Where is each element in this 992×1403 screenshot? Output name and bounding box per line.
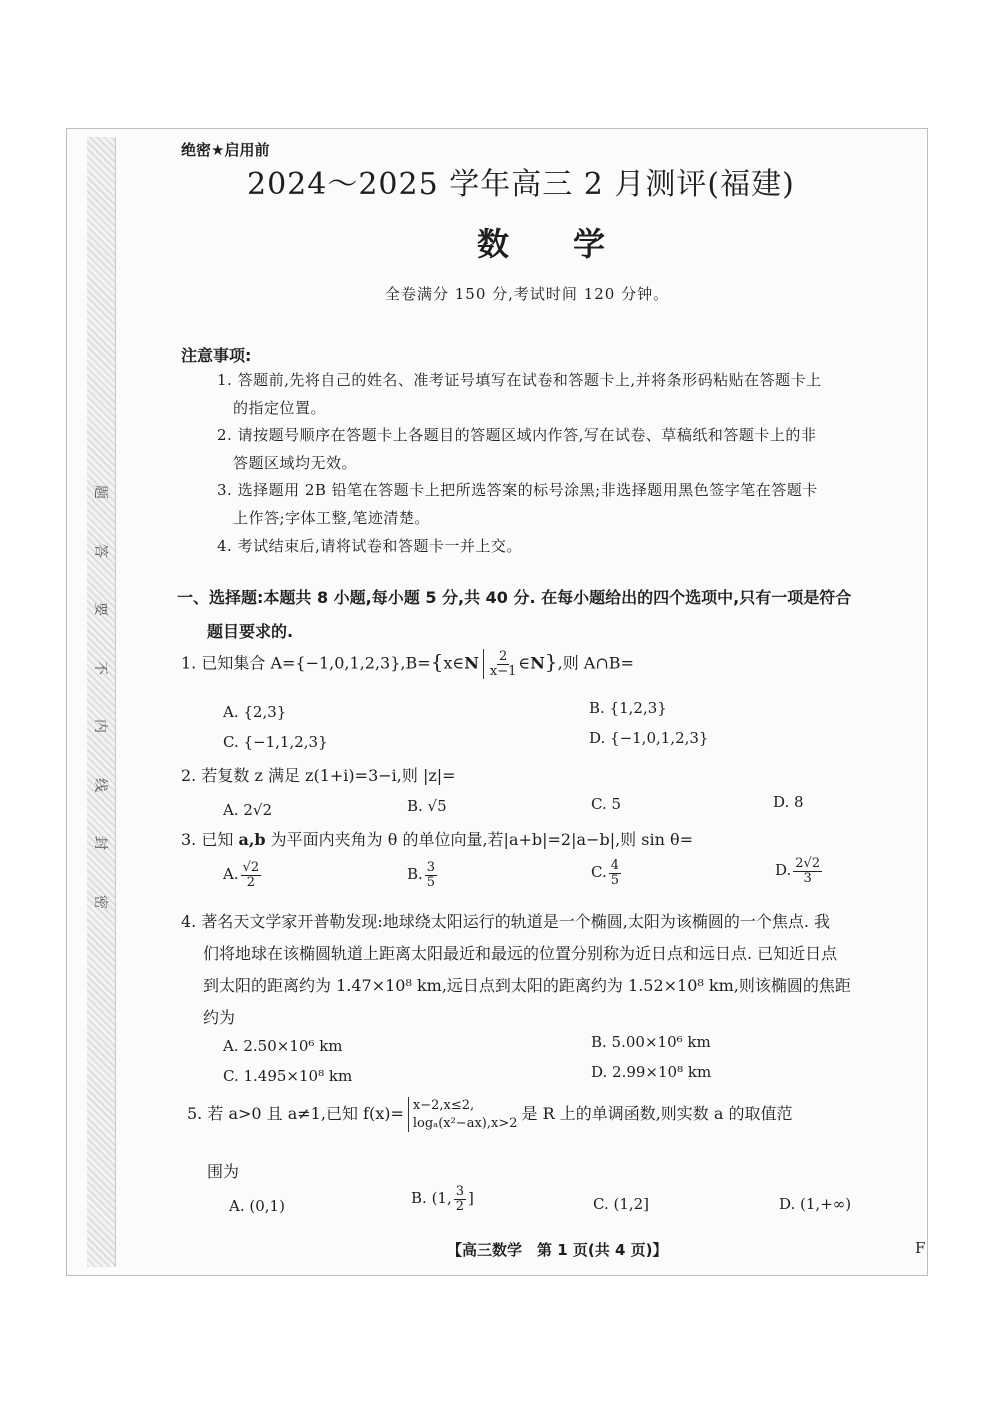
- option-label: B.: [411, 1189, 427, 1208]
- question-4-line-1: 4. 著名天文学家开普勒发现:地球绕太阳运行的轨道是一个椭圆,太阳为该椭圆的一个焦点. 我: [181, 912, 831, 931]
- set-n: N: [464, 653, 479, 673]
- q1-prefix: 1. 已知集合 A={−1,0,1,2,3},B=: [181, 653, 431, 673]
- q4-option-c: C. 1.495×10⁸ km: [223, 1067, 353, 1085]
- q3-a-fraction: [241, 861, 262, 889]
- question-4-line-2: 们将地球在该椭圆轨道上距离太阳最近和最远的位置分别称为近日点和远日点. 已知近日点: [203, 944, 838, 963]
- q3-option-c: [591, 859, 623, 887]
- confidential-label: 绝密★启用前: [181, 141, 270, 159]
- exam-sheet: [66, 128, 928, 1276]
- seal-line-text: [87, 482, 115, 912]
- q1-fraction: [490, 650, 517, 678]
- fraction-numerator: 4: [610, 858, 619, 873]
- q3-option-d: [775, 857, 824, 885]
- set-in: ∈: [518, 653, 531, 673]
- q3-vectors: a,b: [238, 830, 266, 849]
- question-5: [187, 1097, 793, 1132]
- q5-option-a: A. (0,1): [229, 1197, 285, 1215]
- section-heading-cont: 题目要求的.: [207, 622, 294, 641]
- fraction-denominator: x−1: [489, 663, 517, 679]
- set-var: x∈: [443, 653, 465, 673]
- notice-item-1: 1. 答题前,先将自己的姓名、准考证号填写在试卷和答题卡上,并将条形码粘贴在答题卡上: [217, 371, 822, 389]
- seal-char: 答: [92, 543, 108, 558]
- notice-item-1-cont: 的指定位置。: [233, 399, 327, 417]
- q4-option-a: A. 2.50×10⁶ km: [223, 1037, 343, 1055]
- q4-option-d: D. 2.99×10⁸ km: [591, 1063, 712, 1081]
- q3-b-fraction: [425, 861, 437, 889]
- seal-char: 封: [92, 836, 108, 851]
- set-builder: {: [430, 649, 444, 674]
- q2-option-d: D. 8: [773, 793, 804, 811]
- fraction-numerator: 3: [455, 1184, 465, 1199]
- fraction-numerator: 2√2: [795, 856, 821, 871]
- q3-c-fraction: [609, 859, 621, 887]
- notice-item-4: 4. 考试结束后,请将试卷和答题卡一并上交。: [217, 537, 522, 555]
- piecewise-case-1: x−2,x≤2,: [412, 1098, 475, 1113]
- fraction-numerator: 2: [499, 648, 508, 664]
- fraction-numerator: √2: [242, 860, 260, 875]
- score-time-line: 全卷满分 150 分,考试时间 120 分钟。: [385, 285, 670, 303]
- q5-b-fraction: [454, 1185, 466, 1213]
- q1-option-d: D. {−1,0,1,2,3}: [589, 729, 709, 747]
- fraction-denominator: 2: [246, 874, 256, 890]
- section-heading: 一、选择题:本题共 8 小题,每小题 5 分,共 40 分. 在每小题给出的四个选项中,只有一项是符合: [177, 588, 852, 607]
- notice-item-2: 2. 请按题号顺序在答题卡上各题目的答题区域内作答,写在试卷、草稿纸和答题卡上的非: [217, 426, 817, 444]
- q1-option-a: A. {2,3}: [223, 703, 287, 721]
- question-2: 2. 若复数 z 满足 z(1+i)=3−i,则 |z|=: [181, 766, 456, 785]
- question-4-line-4: 约为: [203, 1008, 236, 1027]
- set-close: }: [544, 649, 558, 674]
- q5-option-c: C. (1,2]: [593, 1195, 650, 1213]
- piecewise-case-2: logₐ(x²−ax),x>2: [412, 1115, 518, 1131]
- set-bar: [483, 649, 484, 679]
- q1-suffix: ,则 A∩B=: [557, 653, 634, 673]
- option-label: A.: [223, 865, 239, 884]
- seal-char: 题: [92, 485, 108, 499]
- page-corner-mark: F: [915, 1239, 926, 1257]
- seal-char: 密: [92, 894, 108, 909]
- fraction-numerator: 3: [426, 860, 436, 875]
- q3-option-a: [223, 861, 263, 889]
- seal-char: 要: [92, 602, 108, 617]
- piecewise-function: [408, 1097, 518, 1132]
- binding-strip: [87, 137, 116, 1267]
- q5-option-b: [411, 1185, 474, 1213]
- page-footer: 【高三数学 第 1 页(共 4 页)】: [447, 1241, 668, 1259]
- fraction-denominator: 5: [610, 872, 619, 888]
- q5-option-d: D. (1,+∞): [779, 1195, 852, 1213]
- notice-item-3-cont: 上作答;字体工整,笔迹清楚。: [233, 509, 430, 527]
- set-n-2: N: [530, 653, 545, 673]
- seal-char: 内: [92, 719, 108, 734]
- q3-prefix: 3. 已知: [181, 830, 239, 849]
- notice-heading: 注意事项:: [181, 346, 252, 365]
- seal-char: 不: [92, 660, 108, 675]
- interval-open: (1,: [431, 1189, 452, 1208]
- notice-item-3: 3. 选择题用 2B 铅笔在答题卡上把所选答案的标号涂黑;非选择题用黑色签字笔在答题卡: [217, 481, 818, 499]
- fraction-denominator: 5: [426, 874, 436, 890]
- fraction-denominator: 2: [455, 1198, 465, 1214]
- notice-item-2-cont: 答题区域均无效。: [233, 454, 358, 472]
- q5-suffix: 是 R 上的单调函数,则实数 a 的取值范: [521, 1104, 793, 1124]
- q2-option-a: A. 2√2: [223, 801, 273, 819]
- interval-close: ]: [468, 1189, 474, 1208]
- question-1: [181, 649, 634, 679]
- question-4-line-3: 到太阳的距离约为 1.47×10⁸ km,远日点到太阳的距离约为 1.52×10⁸ km,则该椭圆的焦距: [203, 976, 851, 995]
- q4-option-b: B. 5.00×10⁶ km: [591, 1033, 711, 1051]
- seal-char: 线: [92, 777, 108, 792]
- q2-option-c: C. 5: [591, 795, 622, 813]
- q2-option-b: B. √5: [407, 797, 447, 815]
- fraction-denominator: 3: [803, 870, 812, 886]
- q3-suffix: 为平面内夹角为 θ 的单位向量,若|a+b|=2|a−b|,则 sin θ=: [265, 830, 694, 849]
- q3-option-b: [407, 861, 439, 889]
- option-label: B.: [407, 865, 423, 884]
- option-label: C.: [591, 863, 607, 882]
- option-label: D.: [775, 861, 792, 880]
- exam-title: 2024～2025 学年高三 2 月测评(福建): [247, 167, 795, 202]
- q1-option-b: B. {1,2,3}: [589, 699, 667, 717]
- q3-d-fraction: [793, 857, 822, 885]
- question-3: [181, 827, 693, 850]
- q5-prefix: 5. 若 a>0 且 a≠1,已知 f(x)=: [187, 1104, 404, 1124]
- q1-option-c: C. {−1,1,2,3}: [223, 733, 328, 751]
- question-5-line-2: 围为: [207, 1162, 240, 1181]
- subject-title: 数学: [477, 225, 670, 263]
